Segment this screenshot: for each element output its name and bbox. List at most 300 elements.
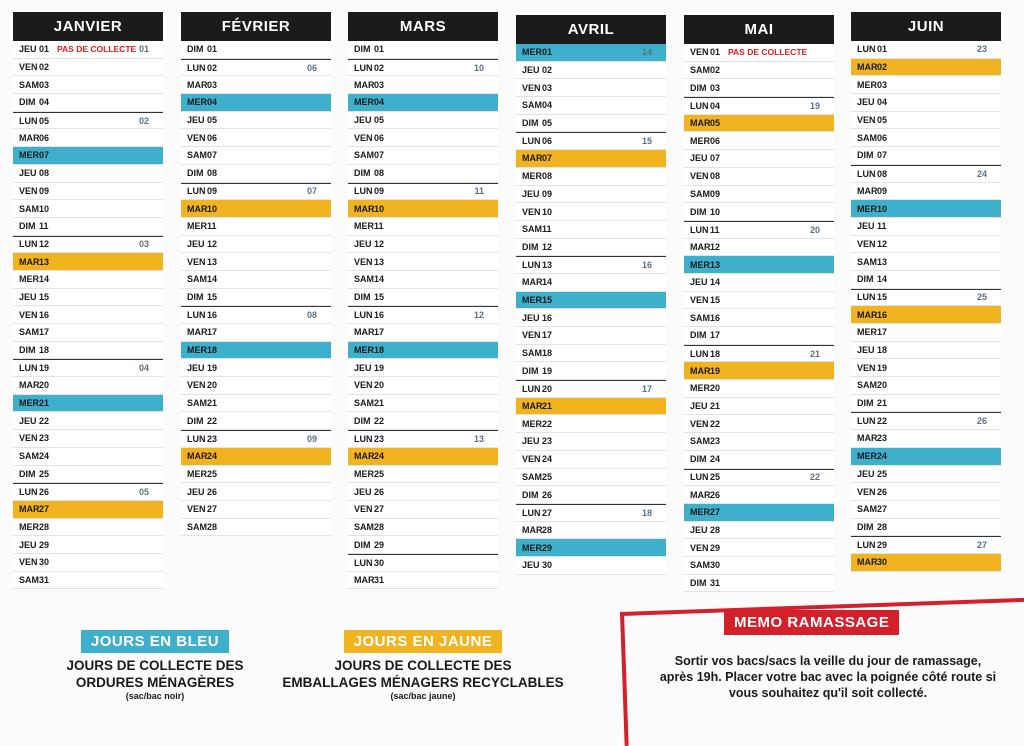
day-name: VEN bbox=[19, 62, 38, 73]
day-number: 28 bbox=[39, 521, 50, 532]
day-row bbox=[181, 342, 331, 360]
day-name: MAR bbox=[690, 118, 711, 129]
day-name: JEU bbox=[19, 44, 37, 55]
day-row bbox=[516, 469, 666, 487]
day-number: 06 bbox=[877, 132, 888, 143]
day-row bbox=[684, 186, 834, 204]
day-name: LUN bbox=[690, 100, 709, 111]
day-row bbox=[851, 59, 1001, 77]
day-row bbox=[181, 112, 331, 130]
day-row bbox=[851, 200, 1001, 218]
day-row bbox=[851, 554, 1001, 572]
day-name: VEN bbox=[354, 132, 373, 143]
month-title: MAI bbox=[684, 15, 834, 44]
day-number: 30 bbox=[542, 560, 553, 571]
day-number: 10 bbox=[39, 203, 50, 214]
day-name: MAR bbox=[690, 365, 711, 376]
day-row bbox=[684, 97, 834, 115]
day-row bbox=[851, 501, 1001, 519]
month-title: MARS bbox=[348, 12, 498, 41]
day-name: VEN bbox=[354, 380, 373, 391]
day-name: SAM bbox=[690, 436, 710, 447]
day-number: 09 bbox=[710, 188, 721, 199]
day-number: 18 bbox=[710, 348, 721, 359]
day-number: 05 bbox=[374, 115, 385, 126]
day-number: 17 bbox=[39, 327, 50, 338]
day-name: MAR bbox=[19, 256, 40, 267]
day-row bbox=[516, 256, 666, 274]
day-row bbox=[181, 412, 331, 430]
day-number: 29 bbox=[542, 542, 553, 553]
day-row bbox=[348, 200, 498, 218]
day-row bbox=[181, 129, 331, 147]
legend-yellow-title-2: EMBALLAGES MÉNAGERS RECYCLABLES bbox=[282, 675, 564, 690]
week-number: 23 bbox=[976, 44, 987, 55]
day-row bbox=[684, 415, 834, 433]
day-row bbox=[13, 112, 163, 130]
day-row bbox=[684, 486, 834, 504]
day-name: LUN bbox=[522, 383, 541, 394]
day-number: 28 bbox=[542, 524, 553, 535]
day-name: MAR bbox=[857, 557, 878, 568]
day-number: 01 bbox=[542, 47, 553, 58]
week-number: 06 bbox=[306, 62, 317, 73]
day-row bbox=[13, 147, 163, 165]
day-number: 24 bbox=[207, 451, 218, 462]
day-number: 10 bbox=[877, 203, 888, 214]
day-number: 05 bbox=[39, 115, 50, 126]
day-name: DIM bbox=[354, 44, 371, 55]
day-row bbox=[684, 380, 834, 398]
day-number: 11 bbox=[542, 224, 552, 235]
day-name: SAM bbox=[690, 560, 710, 571]
day-name: DIM bbox=[19, 221, 36, 232]
day-name: MAR bbox=[857, 309, 878, 320]
day-number: 04 bbox=[710, 100, 721, 111]
day-row bbox=[851, 519, 1001, 537]
day-number: 10 bbox=[207, 203, 218, 214]
day-number: 28 bbox=[374, 521, 385, 532]
day-row bbox=[684, 469, 834, 487]
week-number: 25 bbox=[976, 292, 987, 303]
day-row bbox=[684, 79, 834, 97]
day-number: 14 bbox=[877, 274, 888, 285]
month-title: JUIN bbox=[851, 12, 1001, 41]
day-number: 21 bbox=[207, 398, 218, 409]
day-number: 09 bbox=[374, 186, 385, 197]
day-row bbox=[181, 501, 331, 519]
day-name: LUN bbox=[690, 224, 709, 235]
day-number: 13 bbox=[710, 259, 721, 270]
day-name: MER bbox=[19, 150, 39, 161]
day-number: 06 bbox=[710, 135, 721, 146]
day-name: SAM bbox=[857, 504, 877, 515]
day-row bbox=[516, 415, 666, 433]
day-name: MER bbox=[187, 468, 207, 479]
day-number: 29 bbox=[710, 542, 721, 553]
day-number: 29 bbox=[39, 539, 50, 550]
week-number: 18 bbox=[641, 507, 652, 518]
day-number: 11 bbox=[374, 221, 384, 232]
day-name: SAM bbox=[187, 398, 207, 409]
day-row bbox=[348, 41, 498, 59]
day-row bbox=[181, 59, 331, 77]
day-number: 05 bbox=[207, 115, 218, 126]
day-number: 02 bbox=[710, 65, 721, 76]
day-name: MAR bbox=[354, 79, 375, 90]
day-number: 20 bbox=[207, 380, 218, 391]
day-name: SAM bbox=[857, 132, 877, 143]
day-number: 06 bbox=[374, 132, 385, 143]
day-number: 17 bbox=[374, 327, 385, 338]
day-number: 15 bbox=[710, 294, 721, 305]
day-row bbox=[181, 236, 331, 254]
day-number: 04 bbox=[877, 97, 888, 108]
day-number: 22 bbox=[374, 415, 385, 426]
day-name: SAM bbox=[522, 100, 542, 111]
day-name: MER bbox=[19, 274, 39, 285]
day-number: 19 bbox=[207, 362, 218, 373]
day-name: MER bbox=[857, 451, 877, 462]
day-row bbox=[851, 183, 1001, 201]
day-name: DIM bbox=[522, 241, 539, 252]
day-name: DIM bbox=[187, 168, 204, 179]
day-number: 14 bbox=[374, 274, 385, 285]
day-row bbox=[181, 324, 331, 342]
week-number: 15 bbox=[641, 136, 652, 147]
day-number: 16 bbox=[877, 309, 888, 320]
day-number: 04 bbox=[374, 97, 385, 108]
day-number: 14 bbox=[207, 274, 218, 285]
day-number: 21 bbox=[710, 401, 721, 412]
day-name: MER bbox=[690, 135, 710, 146]
day-name: DIM bbox=[857, 521, 874, 532]
day-row bbox=[684, 398, 834, 416]
day-row bbox=[181, 359, 331, 377]
day-name: DIM bbox=[354, 539, 371, 550]
day-row bbox=[516, 221, 666, 239]
day-row bbox=[181, 306, 331, 324]
day-row bbox=[684, 292, 834, 310]
day-row bbox=[851, 466, 1001, 484]
legend-blue-title-1: JOURS DE COLLECTE DES bbox=[66, 658, 244, 673]
day-row bbox=[516, 186, 666, 204]
day-name: MER bbox=[857, 203, 877, 214]
day-name: DIM bbox=[690, 577, 707, 588]
day-name: MAR bbox=[187, 203, 208, 214]
day-row bbox=[516, 539, 666, 557]
day-row bbox=[851, 483, 1001, 501]
day-row bbox=[684, 522, 834, 540]
day-name: VEN bbox=[690, 418, 709, 429]
day-row bbox=[13, 41, 163, 59]
day-number: 03 bbox=[39, 79, 50, 90]
day-number: 24 bbox=[542, 454, 553, 465]
memo-panel bbox=[612, 600, 1024, 740]
day-number: 11 bbox=[877, 221, 887, 232]
day-name: JEU bbox=[354, 362, 372, 373]
day-row bbox=[348, 147, 498, 165]
day-row bbox=[684, 203, 834, 221]
day-row bbox=[13, 253, 163, 271]
day-number: 29 bbox=[877, 540, 888, 551]
day-number: 11 bbox=[710, 224, 720, 235]
day-row bbox=[13, 218, 163, 236]
day-row bbox=[684, 309, 834, 327]
day-name: MER bbox=[690, 507, 710, 518]
day-row bbox=[348, 112, 498, 130]
day-row bbox=[851, 253, 1001, 271]
day-number: 13 bbox=[207, 256, 218, 267]
day-number: 16 bbox=[374, 310, 385, 321]
day-number: 01 bbox=[39, 44, 50, 55]
day-number: 08 bbox=[710, 171, 721, 182]
day-name: MAR bbox=[857, 185, 878, 196]
day-row bbox=[516, 557, 666, 575]
day-number: 06 bbox=[542, 136, 553, 147]
day-name: SAM bbox=[187, 150, 207, 161]
day-name: LUN bbox=[690, 348, 709, 359]
day-name: LUN bbox=[857, 540, 876, 551]
day-row bbox=[348, 430, 498, 448]
day-number: 26 bbox=[39, 487, 50, 498]
day-number: 27 bbox=[710, 507, 721, 518]
day-row bbox=[181, 430, 331, 448]
day-row bbox=[684, 256, 834, 274]
day-row bbox=[13, 554, 163, 572]
day-name: VEN bbox=[19, 557, 38, 568]
day-name: JEU bbox=[354, 486, 372, 497]
day-name: MAR bbox=[187, 79, 208, 90]
day-number: 30 bbox=[374, 557, 385, 568]
day-row bbox=[13, 271, 163, 289]
day-name: DIM bbox=[19, 468, 36, 479]
day-row bbox=[13, 466, 163, 484]
legend-yellow-title-1: JOURS DE COLLECTE DES bbox=[334, 658, 512, 673]
memo-badge: MEMO RAMASSAGE bbox=[724, 610, 899, 635]
day-name: VEN bbox=[187, 256, 206, 267]
day-name: MER bbox=[187, 97, 207, 108]
day-name: LUN bbox=[19, 487, 38, 498]
week-number: 16 bbox=[641, 260, 652, 271]
day-number: 08 bbox=[374, 168, 385, 179]
day-row bbox=[13, 76, 163, 94]
month-title: AVRIL bbox=[516, 15, 666, 44]
day-number: 19 bbox=[374, 362, 385, 373]
day-name: LUN bbox=[522, 136, 541, 147]
day-name: MER bbox=[187, 221, 207, 232]
day-row bbox=[684, 168, 834, 186]
day-row bbox=[348, 572, 498, 590]
day-number: 10 bbox=[374, 203, 385, 214]
day-row bbox=[516, 79, 666, 97]
month-title: JANVIER bbox=[13, 12, 163, 41]
day-row bbox=[181, 253, 331, 271]
day-row bbox=[516, 44, 666, 62]
day-name: DIM bbox=[19, 345, 36, 356]
day-name: JEU bbox=[522, 436, 540, 447]
day-name: VEN bbox=[522, 330, 541, 341]
day-row bbox=[13, 359, 163, 377]
day-name: JEU bbox=[354, 115, 372, 126]
day-name: JEU bbox=[690, 524, 708, 535]
day-row bbox=[181, 147, 331, 165]
day-row bbox=[516, 345, 666, 363]
day-name: JEU bbox=[19, 291, 37, 302]
day-number: 27 bbox=[542, 507, 553, 518]
day-row bbox=[851, 129, 1001, 147]
day-row bbox=[851, 236, 1001, 254]
day-number: 07 bbox=[39, 150, 50, 161]
week-number: 22 bbox=[809, 472, 820, 483]
week-number: 14 bbox=[641, 47, 652, 58]
day-row bbox=[13, 536, 163, 554]
day-number: 30 bbox=[710, 560, 721, 571]
day-row bbox=[516, 380, 666, 398]
day-number: 16 bbox=[39, 309, 50, 320]
day-name: MER bbox=[522, 542, 542, 553]
day-name: DIM bbox=[690, 330, 707, 341]
month-0 bbox=[13, 12, 163, 589]
day-row bbox=[348, 324, 498, 342]
day-number: 14 bbox=[39, 274, 50, 285]
day-row bbox=[516, 274, 666, 292]
day-row bbox=[684, 557, 834, 575]
day-name: JEU bbox=[187, 486, 205, 497]
week-number: 11 bbox=[474, 186, 484, 197]
day-row bbox=[516, 486, 666, 504]
day-number: 30 bbox=[39, 557, 50, 568]
day-row bbox=[181, 94, 331, 112]
week-number: 05 bbox=[138, 487, 149, 498]
day-number: 18 bbox=[877, 345, 888, 356]
day-number: 26 bbox=[542, 489, 553, 500]
day-row bbox=[13, 129, 163, 147]
day-row bbox=[516, 115, 666, 133]
legend-blue-title-2: ORDURES MÉNAGÈRES bbox=[75, 675, 235, 690]
day-number: 01 bbox=[710, 47, 721, 58]
day-number: 23 bbox=[710, 436, 721, 447]
day-row bbox=[851, 76, 1001, 94]
day-name: MER bbox=[19, 521, 39, 532]
no-collection-note: PAS DE COLLECTE bbox=[57, 44, 137, 55]
day-name: SAM bbox=[522, 224, 542, 235]
day-name: MER bbox=[354, 221, 374, 232]
day-number: 23 bbox=[877, 433, 888, 444]
day-row bbox=[516, 451, 666, 469]
day-number: 07 bbox=[374, 150, 385, 161]
day-name: VEN bbox=[187, 380, 206, 391]
day-row bbox=[348, 501, 498, 519]
day-number: 04 bbox=[39, 97, 50, 108]
day-row bbox=[348, 519, 498, 537]
day-name: JEU bbox=[354, 238, 372, 249]
day-row bbox=[181, 289, 331, 307]
day-name: MAR bbox=[354, 203, 375, 214]
day-row bbox=[348, 236, 498, 254]
day-number: 20 bbox=[877, 380, 888, 391]
day-number: 06 bbox=[39, 132, 50, 143]
day-name: JEU bbox=[19, 539, 37, 550]
day-name: LUN bbox=[857, 168, 876, 179]
day-row bbox=[13, 448, 163, 466]
day-number: 14 bbox=[542, 277, 553, 288]
day-number: 21 bbox=[374, 398, 385, 409]
day-row bbox=[13, 395, 163, 413]
week-number: 02 bbox=[138, 115, 149, 126]
day-name: VEN bbox=[857, 362, 876, 373]
week-number: 19 bbox=[809, 100, 820, 111]
day-name: SAM bbox=[354, 150, 374, 161]
day-number: 16 bbox=[710, 312, 721, 323]
day-row bbox=[851, 218, 1001, 236]
day-name: LUN bbox=[187, 433, 206, 444]
day-row bbox=[851, 412, 1001, 430]
day-number: 22 bbox=[877, 416, 888, 427]
day-number: 15 bbox=[542, 294, 553, 305]
day-name: JEU bbox=[522, 312, 540, 323]
day-name: MER bbox=[690, 259, 710, 270]
day-number: 19 bbox=[877, 362, 888, 373]
day-row bbox=[348, 554, 498, 572]
day-name: MAR bbox=[19, 132, 40, 143]
day-name: LUN bbox=[354, 186, 373, 197]
day-row bbox=[516, 504, 666, 522]
day-row bbox=[851, 448, 1001, 466]
day-name: SAM bbox=[522, 348, 542, 359]
day-row bbox=[181, 183, 331, 201]
day-row bbox=[516, 239, 666, 257]
day-row bbox=[516, 62, 666, 80]
day-number: 21 bbox=[877, 398, 888, 409]
day-name: MER bbox=[522, 47, 542, 58]
day-number: 19 bbox=[710, 365, 721, 376]
day-row bbox=[684, 221, 834, 239]
day-number: 22 bbox=[39, 415, 50, 426]
day-name: MAR bbox=[522, 277, 543, 288]
week-number: 04 bbox=[138, 363, 149, 374]
day-name: MER bbox=[522, 418, 542, 429]
day-row bbox=[851, 342, 1001, 360]
day-number: 17 bbox=[710, 330, 721, 341]
day-name: LUN bbox=[690, 472, 709, 483]
day-number: 15 bbox=[374, 291, 385, 302]
day-number: 20 bbox=[542, 383, 553, 394]
day-number: 03 bbox=[374, 79, 385, 90]
day-number: 30 bbox=[877, 557, 888, 568]
day-row bbox=[348, 448, 498, 466]
day-row bbox=[348, 76, 498, 94]
day-number: 16 bbox=[542, 312, 553, 323]
day-name: DIM bbox=[690, 454, 707, 465]
day-name: LUN bbox=[354, 310, 373, 321]
day-name: SAM bbox=[690, 188, 710, 199]
day-name: LUN bbox=[522, 507, 541, 518]
day-row bbox=[516, 292, 666, 310]
day-row bbox=[181, 165, 331, 183]
day-name: DIM bbox=[522, 118, 539, 129]
day-number: 18 bbox=[207, 345, 218, 356]
day-name: JEU bbox=[19, 415, 37, 426]
day-name: SAM bbox=[354, 398, 374, 409]
day-number: 21 bbox=[542, 401, 553, 412]
day-row bbox=[13, 501, 163, 519]
day-name: DIM bbox=[354, 291, 371, 302]
day-number: 12 bbox=[542, 241, 553, 252]
day-number: 12 bbox=[374, 238, 385, 249]
day-row bbox=[348, 536, 498, 554]
day-row bbox=[851, 359, 1001, 377]
